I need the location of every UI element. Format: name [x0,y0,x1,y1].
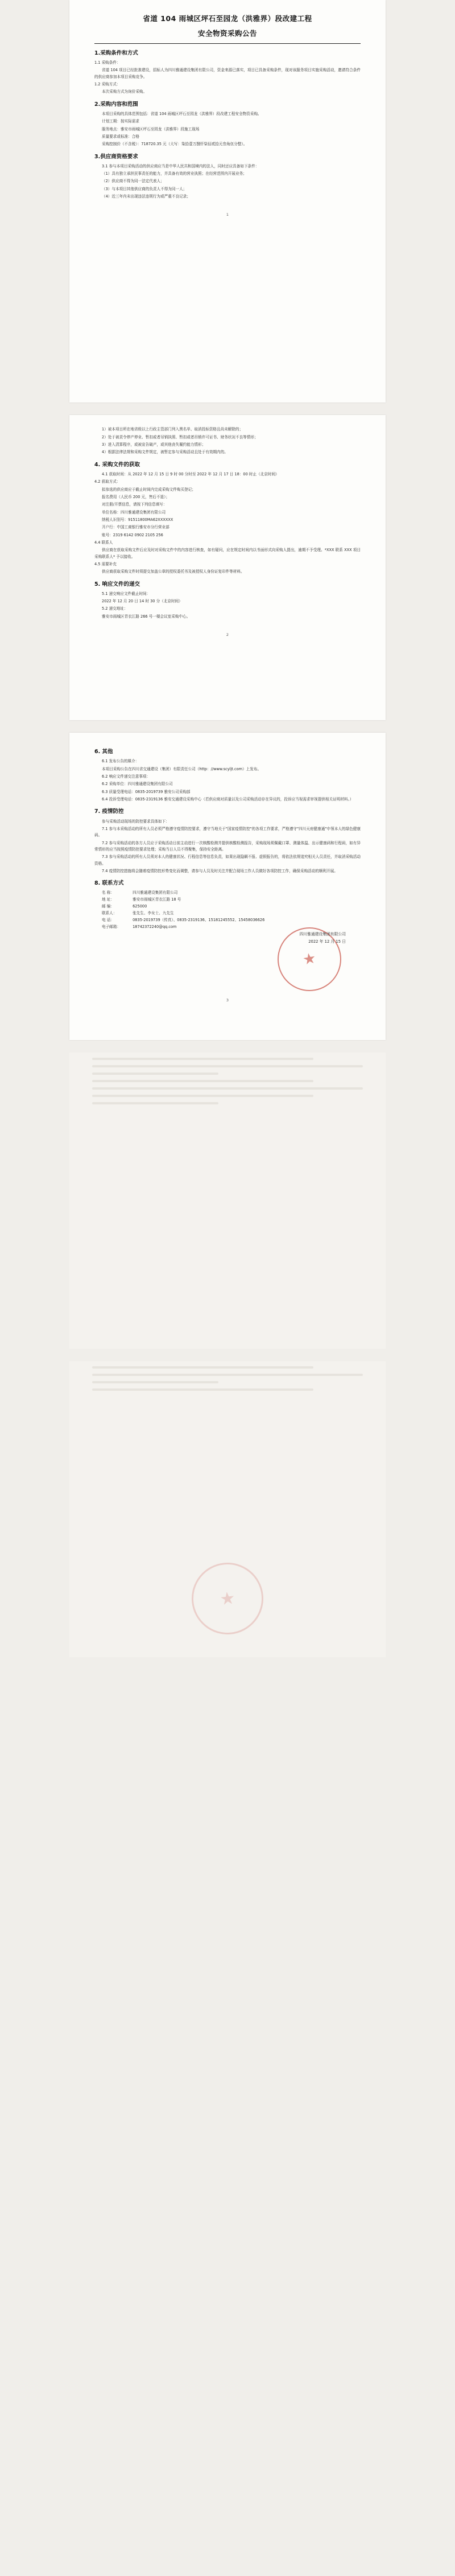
faint-line [92,1095,313,1097]
document-sheet-5-faint [69,1361,386,1657]
section-4-method-title: 4.2 获取方式： [94,479,121,484]
document-sheet-4-faint [69,1053,386,1349]
section-7-intro: 参与采购活动现场的防控要求具体如下： [102,819,169,824]
page-number-1: 1 [226,212,229,217]
page-number-3: 3 [226,997,229,1003]
contact-label-zip: 邮 编： [102,904,114,909]
section-4-supplement-body: 供应商获取采购文件时须提交加盖公章的授权委托书及被授权人身份证复印件等材料。 [102,569,245,574]
faint-line [92,1065,363,1067]
section-6-submit-title: 6.2 响应文件递交注意事项： [102,774,151,779]
sheet-gap-1 [0,402,455,415]
faint-line [92,1102,218,1104]
contact-row-address [102,897,361,903]
section-4-invoice-note: 对注册/开票信息，请按下列信息填写： [102,502,167,507]
section-3-paragraph-1: 3.1 参与本项目采购活动的供应商应当是中华人民共和国境内的法人，同时还应具备如下条件： [102,163,259,169]
section-7-item-4: 7.4 疫情防控措施将会随着疫情防控形势变化而调整，请参与人员及时关注并配合现场工作人员做好各项防控工作，确保采购活动的顺利开展。 [102,868,338,873]
document-sheet-3 [69,733,386,1040]
sheet-gap-2 [0,720,455,733]
sheet-3-trailing-space [94,1003,361,1025]
section-5-deadline-value: 2022 年 12 月 20 日 14 时 30 分（北京时间） [102,599,183,604]
page-title-line-2: 安全物资采购公告 [197,28,257,38]
section-2-quality: 质量要求或标准：合格 [102,134,139,139]
section-1-paragraph-1: 省道 104 项目已经批准建设，招标人为四川雅通建设集团有限公司，资金来源已落实，项目已具备采购条件，现对该服务项目实施采购活动，邀请符合条件的供应商参加本项目采购竞争。 [94,68,361,79]
signature-company: 四川雅通建设集团有限公司 [299,931,346,936]
section-3-item-2: （2）供应商不得为同一法定代表人； [102,179,164,184]
section-3-extra-4: 4）根据法律法规和采购文件规定，被暂定参与采购活动且处于有效期内的。 [102,450,228,455]
section-5-address-title: 5.2 递交地址： [102,606,128,611]
contact-label-name: 名 称： [102,890,114,895]
contact-table [102,890,361,930]
contact-label-phone: 电 话： [102,917,114,922]
seal-star-icon: ★ [301,949,318,969]
section-2-paragraph-1: 本项目采购的具体范围包括：省道 104 雨城区坪石至园龙（洪雅界）段改建工程安全物资采购。 [102,111,262,116]
section-2-location: 服务地点：雅安市雨城区坪石至园龙（洪雅界）段施工现场 [102,126,200,132]
contact-row-person [102,910,361,917]
contact-value-zip: 625000 [133,904,147,909]
section-1-sub-2: 1.2 采购方式： [94,81,121,87]
contact-label-person: 联系人： [102,911,117,916]
section-heading-5: 5. 响应文件的递交 [94,581,140,587]
contact-value-person: 张先生、李女士、九先生 [133,911,174,916]
section-3-extra-1: 1）被本项目所在地省级以上行政主管部门列入黑名单、取消投标资格且尚未解除的； [102,427,243,432]
contact-label-address: 地 址： [102,897,114,902]
section-3-item-3: （3）与本项目其他供应商的负责人不得为同一人； [102,186,187,191]
section-4-fee: 报名费用（人民币 200 元，售后不退）； [102,494,169,499]
section-heading-1: 1.采购条件和方式 [94,50,138,56]
section-heading-4: 4. 采购文件的获取 [94,461,140,468]
section-6-purchaser: 6.2 采购单位：四川雅通建设集团有限公司 [102,782,173,787]
contact-value-phone: 0835-2019739（传真）、0835-2319136、15181245552、15458036626 [133,917,265,922]
section-heading-7: 7. 疫情防控 [94,808,124,815]
section-3-extra-2: 2）处于被责令停产停业、暂扣或者吊销执照、暂扣或者吊销许可证书、财务状况不良等情形； [102,434,258,439]
faint-line [92,1080,313,1082]
section-2-control-price: 采购控制价（不含税）：718720.35 元（大写：柒拾壹万捌仟柒佰贰拾元叁角伍分整）。 [102,142,247,147]
section-6-media-title: 6.1 发布公告的媒介： [102,759,139,764]
faint-line [92,1058,313,1060]
section-4-time: 4.1 获取时间：从 2022 年 12 月 15 日 9 时 00 分时至 2022 年 12 月 17 日 18：00 时止（北京时间） [102,471,279,476]
contact-value-email: 18742372240@qq.com [133,924,177,929]
faint-line [92,1366,313,1369]
faint-line [92,1381,218,1383]
contact-label-email: 电子邮箱： [102,924,121,929]
section-heading-6: 6. 其他 [94,749,113,755]
contact-row-name [102,890,361,897]
contact-value-name: 四川雅通建设集团有限公司 [133,890,178,895]
section-7-item-1: 7.1 参与本采购活动的所有人员必须严格遵守疫情防控要求，遵守当地关于"国家疫情防控"的各项工作要求，严格遵守"四川天府健康通"申领本人的绿色健康码。 [94,826,361,838]
section-heading-2: 2.采购内容和范围 [94,101,138,108]
section-6-quality-phone: 6.3 质量受理电话：0835-2019739 雅安公司采购部 [102,789,191,794]
section-2-schedule: 计划工期：按实际需求 [102,119,139,124]
sheet-gap-3 [0,1040,455,1053]
document-sheet-2 [69,415,386,720]
section-heading-8: 8. 联系方式 [94,880,124,887]
section-4-company-name: 单位名称：四川雅通建设集团有限公司 [102,510,166,515]
section-4-method: 拟参选的供应商应于截止时间内完成采购文件购买登记； [102,487,196,492]
section-5-deadline-title: 5.1 递交响应文件截止时间： [102,591,151,596]
sheet-gap-4 [0,1349,455,1361]
faint-line [92,1374,363,1376]
faint-line [92,1073,218,1075]
page-title-line-1: 省道 104 雨城区坪石至园龙（洪雅界）段改建工程 [143,14,312,23]
section-4-contact-title: 4.4 联系人 [94,540,113,545]
faint-line [92,1388,313,1391]
contact-row-zip [102,903,361,910]
document-sheet-1 [69,0,386,402]
section-3-extra-3: 3）进入清算程序，或被宣告破产，或其他丧失履约能力情形； [102,442,206,447]
sheet-2-trailing-space [94,637,361,705]
section-4-supplement-title: 4.5 需要补充 [94,561,117,566]
section-3-item-1: （1）具有独立承担民事责任的能力，并具备有效的营业执照；在经营范围内开展业务； [102,171,247,176]
section-1-sub-1: 1.1 采购条件： [94,60,121,65]
section-4-account: 账号：2319 6142 0902 2105 256 [102,532,163,537]
contact-row-phone [102,917,361,924]
signature-block [94,931,361,985]
section-7-item-3: 7.3 参与采购活动的所有人员须对本人的健康状况、行程信息等信息负责，如果出现隐瞒不报、虚假报告的，将依法依规追究相关人员责任，并取消采购活动资格。 [94,854,361,866]
sheet-1-trailing-space [94,217,361,388]
faint-company-seal [188,1559,267,1637]
section-6-media-value: 本项目采购公告在四川省交通建设（集团）有限责任公司（http：//www.scyljt.com）上发布。 [102,766,262,771]
section-4-tax-id: 纳税人识别号：91511800MA62XXXXXX [102,517,173,522]
section-5-address-value: 雅安市雨城区青衣江路 266 号一楼会议室采购中心。 [102,614,191,619]
section-heading-3: 3.供应商资格要求 [94,153,138,160]
page-number-2: 2 [226,632,229,638]
signature-date: 2022 年 12 月 15 日 [308,939,346,944]
section-6-complaint-phone: 6.4 投诉受理电话：0835-2319136 雅安交通建设采购中心（若供应商对质量以及公司采购活动存在异议的，投诉应当视需求审视提供相关证明材料。） [102,797,354,802]
faint-seal-star-icon: ★ [218,1587,237,1609]
title-divider [94,43,361,44]
contact-value-address: 雅安市雨城区青衣江路 18 号 [133,897,181,902]
section-1-paragraph-2: 本次采购方式为询价采购。 [102,89,147,95]
section-3-item-4: （4）近三年内未出现违法违规行为或严重不良记录； [102,194,191,199]
section-7-item-2: 7.2 参与采购活动的各方人员应于采购活动日前主动进行一次核酸检测并提供核酸检测报告，采购现场须佩戴口罩、测量体温、出示健康码和行程码，如有异常情形的应当按照疫情防控要求处理；采购当日人员不得聚集，保持安全距离。 [94,840,361,852]
faint-line [92,1087,363,1090]
section-4-contact-body: 供应商在获取采购文件后应及时对采购文件中的内容进行核查，如有疑问，应在规定时间内以书面形式向采购人提出，逾期不予受理。*XXX 联系 XXX 项目采购联系人* 予以接收。 [94,548,361,559]
section-4-bank: 开户行：中国工商银行雅安市分行营业部 [102,525,169,530]
